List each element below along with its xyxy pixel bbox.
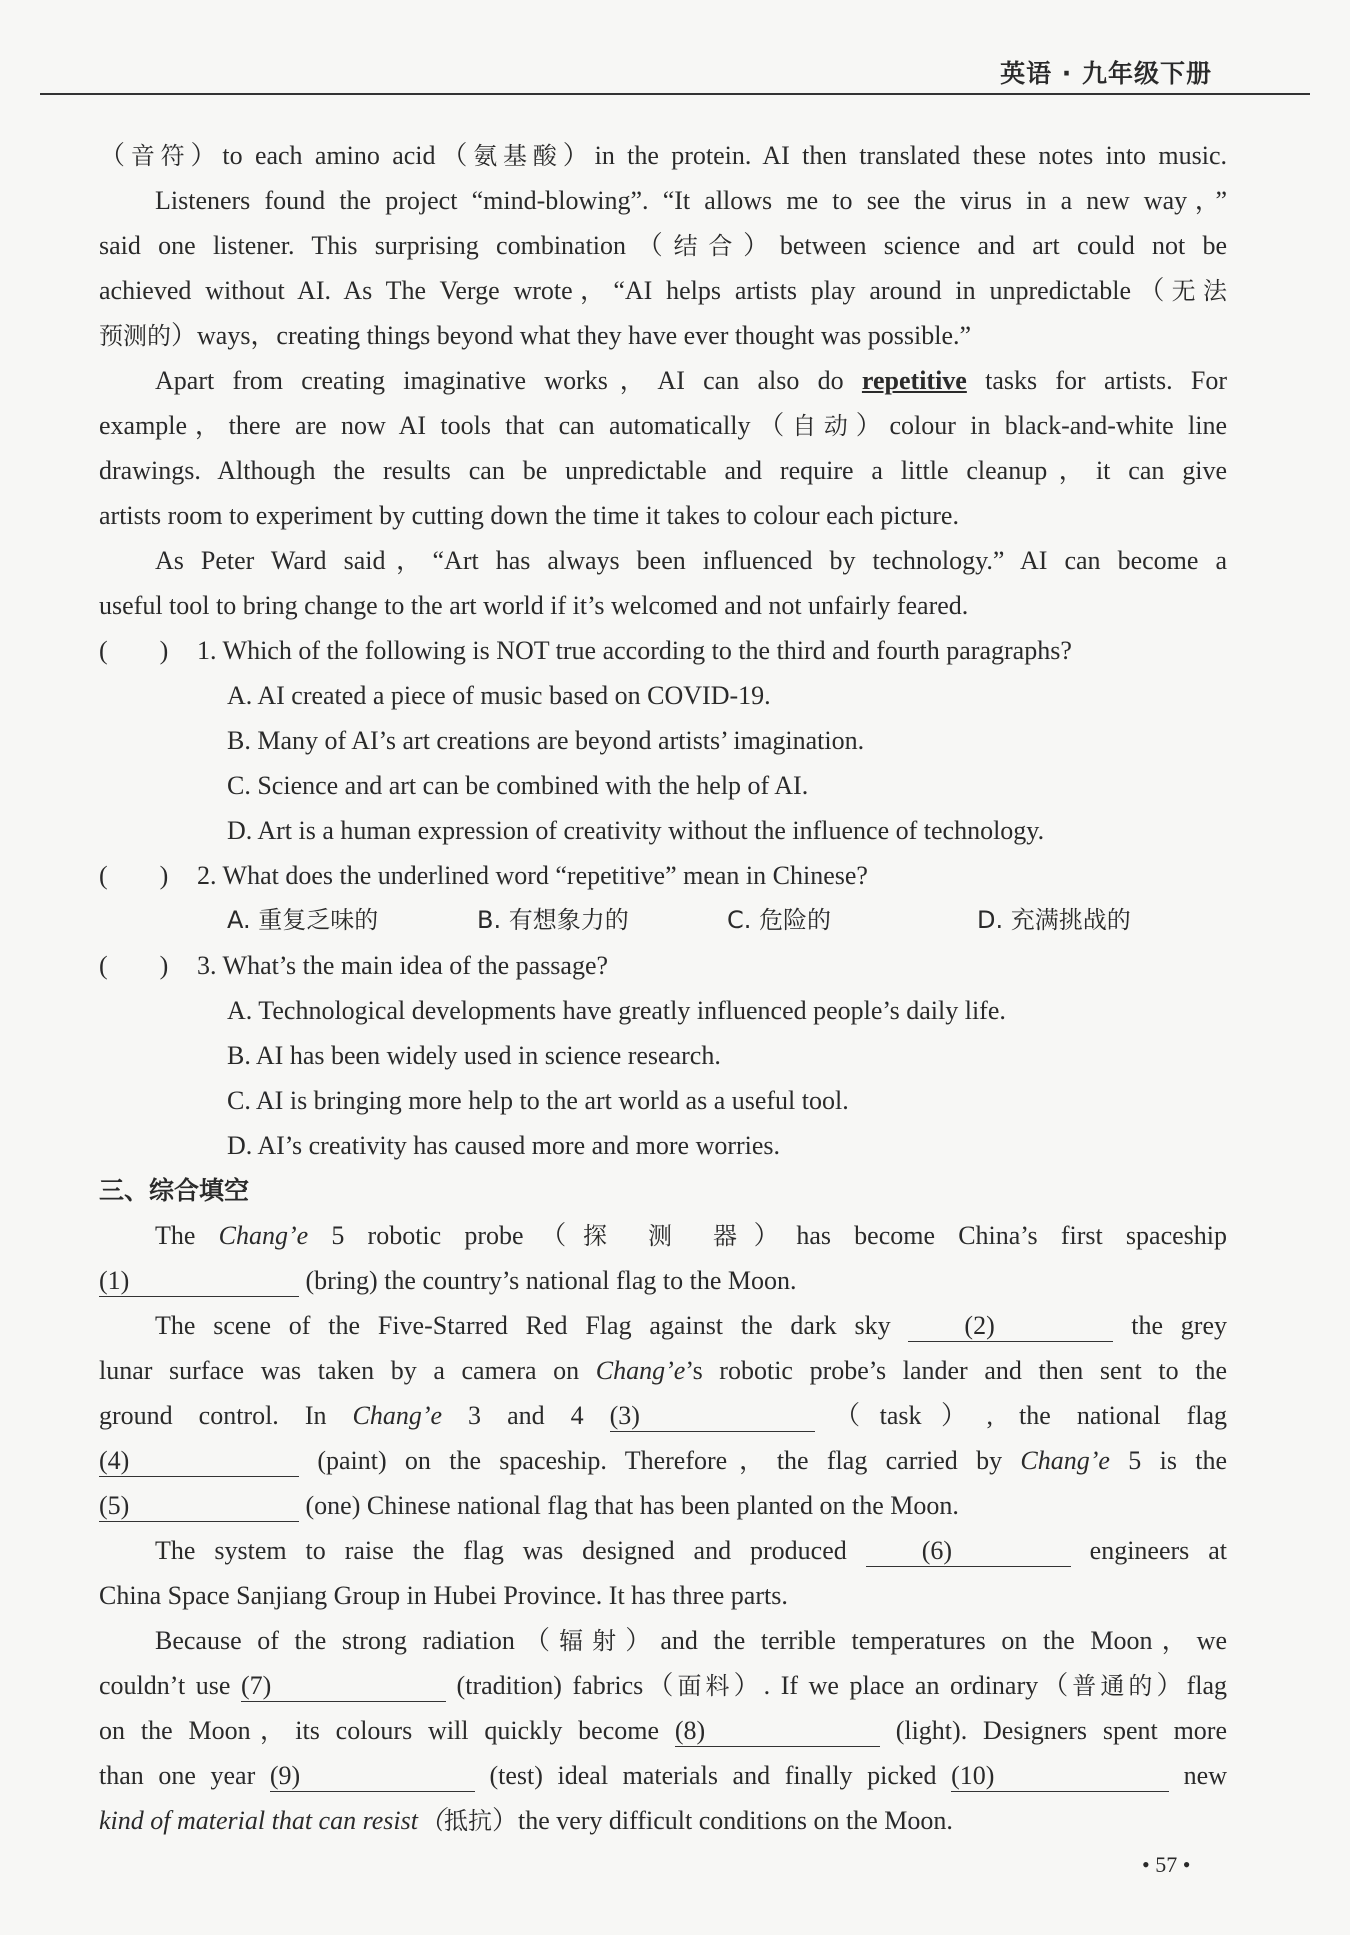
question-2: ( ) 2. What does the underlined word “repetitive” mean in Chinese?: [99, 853, 1227, 898]
passage-line: The system to raise the flag was designed and produced (6) engineers at: [155, 1536, 1227, 1565]
option: C. AI is bringing more help to the art world as a useful tool.: [227, 1086, 849, 1115]
option: D. 充满挑战的: [977, 906, 1131, 934]
blank-2[interactable]: (2): [908, 1311, 1113, 1342]
passage-line: (4) (paint) on the spaceship. Therefore，the flag carried by Chang’e 5 is the: [99, 1446, 1228, 1475]
passage-line: useful tool to bring change to the art world if it’s welcomed and not unfairly feared.: [99, 591, 969, 620]
book-title: 英语 · 九年级下册: [1000, 59, 1212, 88]
option: C. 危险的: [727, 906, 832, 934]
header-rule: [40, 93, 1310, 95]
passage-line: （音符）to each amino acid（氨基酸）in the protein. AI then translated these notes into music.: [99, 141, 1227, 170]
passage-line: Because of the strong radiation（辐射）and the terrible temperatures on the Moon，we: [155, 1626, 1228, 1655]
passage-line: said one listener. This surprising combination（结合）between science and art could not be: [99, 231, 1227, 260]
passage-line: 预测的）ways，creating things beyond what they have ever thought was possible.”: [99, 321, 972, 350]
passage-line: couldn’t use (7) (tradition) fabrics（面料）. If we place an ordinary（普通的）flag: [99, 1671, 1227, 1700]
passage-line: The scene of the Five-Starred Red Flag against the dark sky (2) the grey: [155, 1311, 1228, 1340]
passage-line: on the Moon，its colours will quickly become (8) (light). Designers spent more: [99, 1716, 1227, 1745]
passage-line: China Space Sanjiang Group in Hubei Province. It has three parts.: [99, 1581, 788, 1610]
underlined-word: repetitive: [861, 366, 967, 395]
blank-6[interactable]: (6): [866, 1536, 1071, 1567]
passage-line: ground control. In Chang’e 3 and 4 (3) （task）, the national flag: [99, 1401, 1227, 1430]
passage-line: Listeners found the project “mind-blowing”. “It allows me to see the virus in a new way，”: [155, 186, 1227, 215]
option: D. AI’s creativity has caused more and more worries.: [227, 1131, 781, 1160]
blank-10[interactable]: (10): [951, 1761, 1169, 1792]
section-title: 三、综合填空: [99, 1176, 250, 1205]
passage-line: achieved without AI. As The Verge wrote，“AI helps artists play around in unpredictable（无法: [99, 276, 1227, 305]
answer-bracket[interactable]: ( ): [99, 636, 169, 665]
page-header: [0, 48, 1320, 98]
passage-line: than one year (9) (test) ideal materials and finally picked (10) new: [99, 1761, 1228, 1790]
passage-line: artists room to experiment by cutting down the time it takes to colour each picture.: [99, 501, 959, 530]
question-3: ( ) 3. What’s the main idea of the passage?: [99, 943, 1227, 988]
passage-line: (1) (bring) the country’s national flag to the Moon.: [99, 1266, 797, 1295]
passage-line: drawings. Although the results can be unpredictable and require a little cleanup，it can give: [99, 456, 1227, 485]
option: A. Technological developments have greatly influenced people’s daily life.: [227, 996, 1006, 1025]
passage-line: kind of material that can resist（抵抗）the very difficult conditions on the Moon.: [99, 1806, 953, 1835]
option-row: [99, 898, 1227, 943]
option: C. Science and art can be combined with the help of AI.: [227, 771, 809, 800]
passage-line: lunar surface was taken by a camera on Chang’e’s robotic probe’s lander and then sent to the: [99, 1356, 1227, 1385]
blank-3[interactable]: (3): [610, 1401, 815, 1432]
option: A. AI created a piece of music based on COVID-19.: [227, 681, 771, 710]
passage-line: The Chang’e 5 robotic probe（探 测 器）has become China’s first spaceship: [155, 1221, 1227, 1250]
page-content: [99, 133, 1227, 1843]
blank-8[interactable]: (8): [675, 1716, 880, 1747]
blank-9[interactable]: (9): [270, 1761, 475, 1792]
option: A. 重复乏味的: [227, 906, 379, 934]
option: D. Art is a human expression of creativity without the influence of technology.: [227, 816, 1045, 845]
answer-bracket[interactable]: ( ): [99, 861, 169, 890]
passage-line: As Peter Ward said，“Art has always been influenced by technology.” AI can become a: [155, 546, 1227, 575]
blank-1[interactable]: (1): [99, 1266, 299, 1297]
option: B. 有想象力的: [477, 906, 629, 934]
passage-line: example，there are now AI tools that can automatically（自动）colour in black-and-white line: [99, 411, 1227, 440]
option: B. Many of AI’s art creations are beyond artists’ imagination.: [227, 726, 865, 755]
blank-5[interactable]: (5): [99, 1491, 299, 1522]
answer-bracket[interactable]: ( ): [99, 951, 169, 980]
blank-4[interactable]: (4): [99, 1446, 299, 1477]
question-1: ( ) 1. Which of the following is NOT true according to the third and fourth paragraphs?: [99, 628, 1227, 673]
blank-7[interactable]: (7): [241, 1671, 446, 1702]
page-number: • 57 •: [1142, 1852, 1191, 1877]
option: B. AI has been widely used in science research.: [227, 1041, 721, 1070]
passage-line: Apart from creating imaginative works，AI can also do repetitive tasks for artists. For: [155, 366, 1227, 395]
passage-line: (5) (one) Chinese national flag that has been planted on the Moon.: [99, 1491, 959, 1520]
